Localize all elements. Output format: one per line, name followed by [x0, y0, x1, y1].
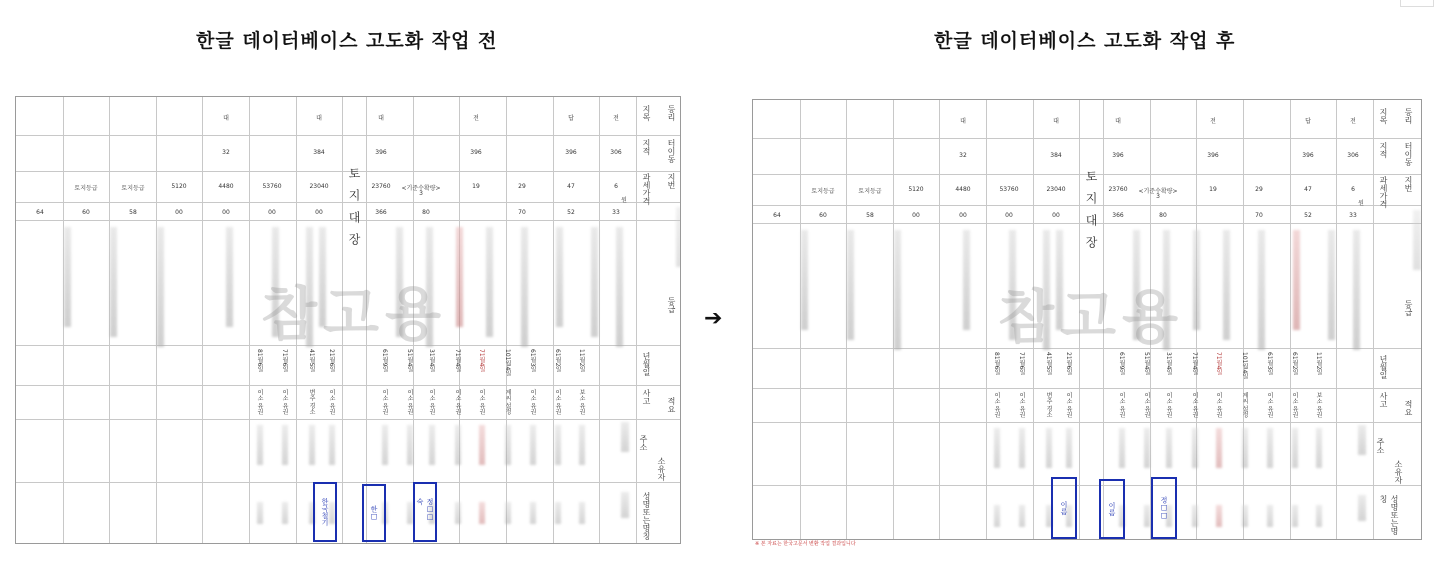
area-cell: 384: [1050, 152, 1062, 159]
jimok-cell: 대: [316, 115, 322, 122]
owner-blur: [1192, 505, 1198, 527]
land-register-title: 토지대장: [347, 167, 361, 255]
right-label-area: 지적: [642, 139, 651, 155]
jimok-cell: 답: [1305, 118, 1311, 125]
address-blur: [309, 425, 315, 465]
value-cell: 366: [1112, 212, 1124, 219]
history-text-blur: [1193, 230, 1200, 330]
grid-col-line: [939, 100, 940, 539]
history-text-blur: [847, 230, 854, 340]
date-cell: 81월6일: [993, 352, 1000, 376]
history-text-blur: [1353, 230, 1360, 350]
grid-col-line: [986, 100, 987, 539]
grid-col-line: [1243, 100, 1244, 539]
right-label-year: 년월일: [642, 352, 651, 376]
highlight-box-text: 한국철기: [321, 498, 329, 526]
right-label-area: 지적: [1379, 142, 1388, 158]
right-label-address: 주소: [639, 435, 648, 451]
owner-blur: [505, 502, 511, 524]
value-cell: 52: [567, 209, 575, 216]
date-cell: 101월4일: [504, 349, 511, 377]
grade-cell: 토지등급: [121, 185, 145, 192]
reason-cell: 이소 유권: [993, 392, 1000, 418]
area-cell: 384: [313, 149, 325, 156]
value-cell: 80: [1159, 212, 1167, 219]
jimok-cell: 전: [1350, 118, 1356, 125]
address-blur: [530, 425, 536, 465]
address-blur: [429, 425, 435, 465]
address-blur: [455, 425, 461, 465]
date-cell: 71월4일: [478, 349, 485, 373]
area-cell: 32: [959, 152, 967, 159]
right-label-note: 적요: [667, 397, 676, 413]
history-text-blur: [1258, 230, 1265, 350]
jimok-cell: 대: [223, 115, 229, 122]
highlight-box: [1051, 477, 1077, 539]
right-label-address: 주소: [1376, 438, 1385, 454]
address-blur: [1066, 428, 1072, 468]
history-text-blur: [616, 227, 623, 347]
grade-cell: 토지등급: [858, 188, 882, 195]
highlight-box: [1151, 477, 1177, 539]
owner-blur: [1358, 495, 1366, 521]
owner-blur: [530, 502, 536, 524]
date-cell: 71월4일: [454, 349, 461, 373]
right-label-accident: 사고: [642, 389, 651, 405]
address-blur: [505, 425, 511, 465]
reason-cell: 이소 유권: [1118, 392, 1125, 418]
owner-blur: [282, 502, 288, 524]
owner-blur: [994, 505, 1000, 527]
owner-blur: [1267, 505, 1273, 527]
right-label-year: 년월일: [1379, 355, 1388, 379]
date-cell: 61월9일: [381, 349, 388, 373]
grade-cell: 4480: [955, 186, 971, 193]
owner-blur: [555, 502, 561, 524]
jimok-cell: 전: [473, 115, 479, 122]
reason-cell: 보소 유권: [1315, 392, 1322, 418]
reference-watermark: 참고용: [998, 283, 1185, 351]
grid-row-line: [16, 482, 680, 483]
right-label-name_reg: 성명또는명칭: [642, 492, 651, 540]
value-cell: 52: [1304, 212, 1312, 219]
area-cell: 396: [1207, 152, 1219, 159]
value-cell: 33: [1349, 212, 1357, 219]
value-cell: 80: [422, 209, 430, 216]
owner-blur: [1242, 505, 1248, 527]
right-label-tax: 과세가격: [1379, 176, 1388, 208]
value-cell: 33: [612, 209, 620, 216]
address-blur: [1192, 428, 1198, 468]
reason-cell: 이소 유권: [256, 389, 263, 415]
reason-cell: 이소 유권: [1191, 392, 1198, 418]
right-label-rank: 등리: [667, 105, 676, 121]
kijun-sub: 3: [419, 190, 423, 197]
reason-cell: 이소 유권: [554, 389, 561, 415]
grid-col-line: [636, 97, 637, 543]
grade-cell: 6: [1351, 186, 1355, 193]
grade-cell: 29: [1255, 186, 1263, 193]
owner-blur: [1144, 505, 1150, 527]
highlight-box: [362, 484, 386, 542]
right-label-change: 터이동: [1404, 142, 1413, 166]
address-blur: [994, 428, 1000, 468]
grade-cell: <기준수확량>: [1138, 188, 1178, 195]
value-cell: 366: [375, 209, 387, 216]
grade-cell: 토지등급: [74, 185, 98, 192]
address-blur: [1166, 428, 1172, 468]
value-cell: 60: [819, 212, 827, 219]
history-text-blur: [1293, 230, 1300, 330]
address-blur: [1119, 428, 1125, 468]
reason-cell: 이소 유권: [454, 389, 461, 415]
won-unit: 원: [621, 197, 627, 204]
address-blur: [579, 425, 585, 465]
owner-blur: [257, 502, 263, 524]
grade-cell: 29: [518, 183, 526, 190]
reason-cell: 이소 유권: [1215, 392, 1222, 418]
value-cell: 00: [222, 209, 230, 216]
after-heading: 한글 데이터베이스 고도화 작업 후: [934, 30, 1236, 52]
owner-blur: [621, 492, 629, 518]
value-cell: 00: [912, 212, 920, 219]
grade-cell: 23040: [309, 183, 329, 190]
grid-col-line: [599, 97, 600, 543]
area-cell: 396: [1302, 152, 1314, 159]
value-cell: 00: [959, 212, 967, 219]
owner-blur: [1019, 505, 1025, 527]
grade-cell: 23040: [1046, 186, 1066, 193]
right-label-jibeon: 지번: [1404, 176, 1413, 192]
date-cell: 61월3일: [529, 349, 536, 373]
reason-cell: 변주 경소: [1045, 392, 1052, 418]
address-blur: [621, 422, 629, 452]
right-label-accident: 사고: [1379, 392, 1388, 408]
address-blur: [1292, 428, 1298, 468]
highlight-box-text: 이름: [1060, 501, 1068, 515]
owner-blur: [455, 502, 461, 524]
grade-cell: 5120: [171, 183, 187, 190]
grid-row-line: [753, 422, 1421, 423]
highlight-box-text: 정□□: [1160, 496, 1168, 520]
land-register-before: [15, 96, 681, 544]
date-cell: 71월6일: [281, 349, 288, 373]
jimok-cell: 대: [1053, 118, 1059, 125]
reason-cell: 보소 유권: [578, 389, 585, 415]
history-text-blur: [110, 227, 117, 337]
date-cell: 11월2일: [578, 349, 585, 373]
grid-col-line: [1290, 100, 1291, 539]
date-cell: 41월5일: [1045, 352, 1052, 376]
date-cell: 51월4일: [406, 349, 413, 373]
side-blur: [676, 207, 681, 267]
right-arrow-icon: ➔: [704, 306, 723, 331]
grade-cell: 53760: [999, 186, 1019, 193]
date-cell: 21월6일: [1065, 352, 1072, 376]
date-cell: 51월4일: [1143, 352, 1150, 376]
grid-col-line: [202, 97, 203, 543]
grid-col-line: [506, 97, 507, 543]
reason-cell: 이소 유권: [1165, 392, 1172, 418]
area-cell: 396: [565, 149, 577, 156]
address-blur: [282, 425, 288, 465]
owner-blur: [579, 502, 585, 524]
area-cell: 32: [222, 149, 230, 156]
reason-cell: 이소 유권: [1266, 392, 1273, 418]
address-blur: [1267, 428, 1273, 468]
history-text-blur: [556, 227, 563, 327]
grade-cell: 53760: [262, 183, 282, 190]
area-cell: 396: [375, 149, 387, 156]
address-blur: [1019, 428, 1025, 468]
address-blur: [407, 425, 413, 465]
grid-row-line: [16, 135, 680, 136]
value-cell: 64: [773, 212, 781, 219]
reason-cell: 이소 유권: [428, 389, 435, 415]
value-cell: 64: [36, 209, 44, 216]
date-cell: 101월4일: [1241, 352, 1248, 380]
reason-cell: 이소 유권: [1065, 392, 1072, 418]
grid-row-line: [16, 385, 680, 386]
value-cell: 00: [1005, 212, 1013, 219]
address-blur: [1046, 428, 1052, 468]
reason-cell: 이소 유권: [281, 389, 288, 415]
reason-cell: 이소 유권: [1143, 392, 1150, 418]
highlight-box-text: 이름: [1108, 502, 1116, 516]
window-corner-edge: [1400, 0, 1434, 7]
date-cell: 11월2일: [1315, 352, 1322, 376]
address-blur: [1216, 428, 1222, 468]
history-text-blur: [226, 227, 233, 327]
date-cell: 31월4일: [1165, 352, 1172, 376]
date-cell: 61월9일: [1118, 352, 1125, 376]
grade-cell: 23760: [371, 183, 391, 190]
jimok-cell: 대: [960, 118, 966, 125]
history-text-blur: [157, 227, 164, 347]
value-cell: 00: [1052, 212, 1060, 219]
history-text-blur: [963, 230, 970, 330]
grade-cell: 19: [472, 183, 480, 190]
address-blur: [555, 425, 561, 465]
value-cell: 00: [315, 209, 323, 216]
right-label-change: 터이동: [667, 139, 676, 163]
after-footnote: ※ 본 자료는 한국고문서 변환 작업 결과입니다: [755, 541, 856, 547]
right-label-owner: 소유자: [657, 457, 666, 481]
date-cell: 71월4일: [1191, 352, 1198, 376]
history-text-blur: [64, 227, 71, 327]
kijun-sub: 3: [1156, 193, 1160, 200]
grade-cell: 47: [1304, 186, 1312, 193]
reason-cell: 계씨 설정: [1241, 392, 1248, 418]
grade-cell: <기준수확량>: [401, 185, 441, 192]
grid-col-line: [249, 97, 250, 543]
area-cell: 306: [610, 149, 622, 156]
area-cell: 306: [1347, 152, 1359, 159]
right-label-name_reg: 성명또는명칭: [1379, 495, 1399, 535]
date-cell: 61월3일: [1266, 352, 1273, 376]
value-cell: 70: [518, 209, 526, 216]
reason-cell: 이소 유권: [406, 389, 413, 415]
reason-cell: 계씨 설정: [504, 389, 511, 415]
address-blur: [257, 425, 263, 465]
right-label-jimok: 지목: [1379, 108, 1388, 124]
address-blur: [329, 425, 335, 465]
right-label-grade: 등급: [1404, 300, 1413, 316]
reason-cell: 이소 유권: [381, 389, 388, 415]
grade-cell: 47: [567, 183, 575, 190]
date-cell: 61월2일: [554, 349, 561, 373]
value-cell: 00: [175, 209, 183, 216]
highlight-box-text: 한□: [370, 505, 378, 521]
grade-cell: 19: [1209, 186, 1217, 193]
right-label-grade: 등급: [667, 297, 676, 313]
right-label-rank: 등리: [1404, 108, 1413, 124]
highlight-box: [413, 482, 437, 542]
grid-col-line: [1373, 100, 1374, 539]
before-heading: 한글 데이터베이스 고도화 작업 전: [196, 30, 498, 52]
date-cell: 61월2일: [1291, 352, 1298, 376]
date-cell: 21월6일: [328, 349, 335, 373]
jimok-cell: 전: [613, 115, 619, 122]
address-blur: [1242, 428, 1248, 468]
area-cell: 396: [470, 149, 482, 156]
owner-blur: [479, 502, 485, 524]
grid-row-line: [753, 138, 1421, 139]
land-register-title: 토지대장: [1084, 170, 1098, 258]
highlight-box: [313, 482, 337, 542]
value-cell: 58: [866, 212, 874, 219]
highlight-box-text: 정□□숙: [416, 498, 434, 521]
owner-blur: [1292, 505, 1298, 527]
jimok-cell: 대: [378, 115, 384, 122]
highlight-box: [1099, 479, 1125, 539]
grade-cell: 6: [614, 183, 618, 190]
grid-col-line: [553, 97, 554, 543]
address-blur: [382, 425, 388, 465]
grade-cell: 4480: [218, 183, 234, 190]
address-blur: [1316, 428, 1322, 468]
right-label-tax: 과세가격: [642, 173, 651, 205]
area-cell: 396: [1112, 152, 1124, 159]
date-cell: 31월4일: [428, 349, 435, 373]
reason-cell: 이소 유권: [478, 389, 485, 415]
right-label-owner: 소유자: [1394, 460, 1403, 484]
won-unit: 원: [1358, 200, 1364, 207]
value-cell: 70: [1255, 212, 1263, 219]
reference-watermark: 참고용: [261, 280, 448, 348]
right-label-jibeon: 지번: [667, 173, 676, 189]
history-text-blur: [486, 227, 493, 337]
grid-row-line: [753, 388, 1421, 389]
owner-blur: [1216, 505, 1222, 527]
grade-cell: 5120: [908, 186, 924, 193]
date-cell: 81월6일: [256, 349, 263, 373]
date-cell: 71월6일: [1018, 352, 1025, 376]
history-text-blur: [521, 227, 528, 347]
address-blur: [1144, 428, 1150, 468]
grid-col-line: [1336, 100, 1337, 539]
reason-cell: 변주 경소: [308, 389, 315, 415]
history-text-blur: [1328, 230, 1335, 340]
grid-row-line: [753, 485, 1421, 486]
side-blur: [1413, 210, 1421, 270]
reason-cell: 이소 유권: [328, 389, 335, 415]
grade-cell: 토지등급: [811, 188, 835, 195]
value-cell: 58: [129, 209, 137, 216]
history-text-blur: [894, 230, 901, 350]
date-cell: 71월4일: [1215, 352, 1222, 376]
reason-cell: 이소 유권: [529, 389, 536, 415]
land-register-after: [752, 99, 1422, 540]
owner-blur: [1316, 505, 1322, 527]
grid-row-line: [16, 419, 680, 420]
value-cell: 60: [82, 209, 90, 216]
jimok-cell: 답: [568, 115, 574, 122]
reason-cell: 이소 유권: [1291, 392, 1298, 418]
right-label-jimok: 지목: [642, 105, 651, 121]
date-cell: 41월5일: [308, 349, 315, 373]
address-blur: [1358, 425, 1366, 455]
history-text-blur: [591, 227, 598, 337]
value-cell: 00: [268, 209, 276, 216]
history-text-blur: [1223, 230, 1230, 340]
right-label-note: 적요: [1404, 400, 1413, 416]
grade-cell: 23760: [1108, 186, 1128, 193]
history-text-blur: [801, 230, 808, 330]
reason-cell: 이소 유권: [1018, 392, 1025, 418]
jimok-cell: 대: [1115, 118, 1121, 125]
history-text-blur: [456, 227, 463, 327]
jimok-cell: 전: [1210, 118, 1216, 125]
address-blur: [479, 425, 485, 465]
